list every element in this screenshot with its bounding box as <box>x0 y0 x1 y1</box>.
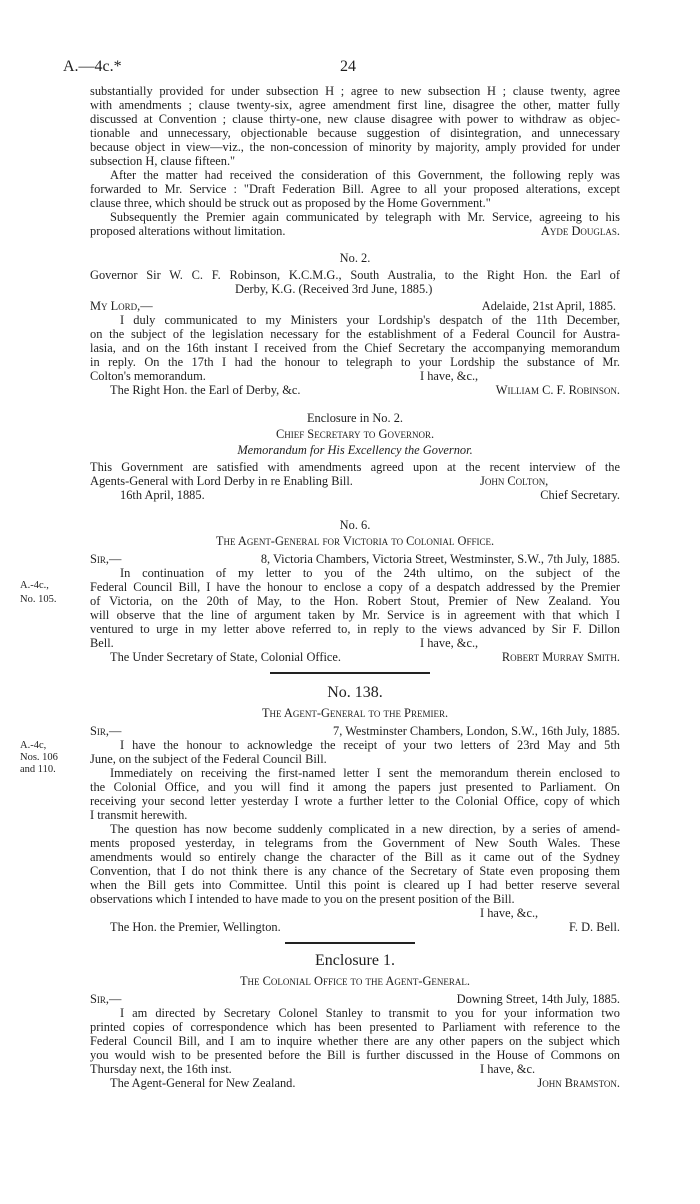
document-reference: A.—4c.* <box>63 58 122 75</box>
text-line: with amendments ; clause twenty-six, agree amendment first line, disagree the other, matter fully <box>90 98 620 112</box>
text-line: of Victoria, on the 20th of May, to the Hon. Robert Stout, Premier of New Zealand. You <box>90 594 620 608</box>
text-line: clause three, which should be struck out as proposed by the Home Government." <box>90 196 491 210</box>
date-line: 16th April, 1885. <box>120 488 205 502</box>
text-line: when the Bill gets into Committee. Until this point is cleared up I had better reserve several <box>90 878 620 892</box>
signature-bramston: John Bramston. <box>537 1076 620 1090</box>
text-line: forwarded to Mr. Service : "Draft Federation Bill. Agree to all your proposed alterations, except <box>90 182 620 196</box>
text-line: Convention, that I do not think there is any chance of the Secretary of State even proposing them <box>90 864 620 878</box>
text-line: I duly communicated to my Ministers your Lordship's despatch of the 11th December, <box>120 313 620 327</box>
salutation: Sir,— <box>90 552 122 566</box>
closing: I have, &c., <box>480 906 539 920</box>
text-line: This Government are satisfied with amendments agreed upon at the recent interview of the <box>90 460 620 474</box>
addressee: The Right Hon. the Earl of Derby, &c. <box>110 383 301 397</box>
text-line: Subsequently the Premier again communicated by telegraph with Mr. Service, agreeing to his <box>110 210 620 224</box>
text-line: you would wish to be presented before the Bill is further discussed in the House of Commons on <box>90 1048 620 1062</box>
salutation: Sir,— <box>90 724 122 738</box>
addressee: The Under Secretary of State, Colonial Office. <box>110 650 341 664</box>
signature-ayde-douglas: Ayde Douglas. <box>540 224 620 238</box>
text-line: After the matter had received the consideration of this Government, the following reply was <box>110 168 620 182</box>
section-subheading: Memorandum for His Excellency the Governor. <box>237 443 473 457</box>
closing: I have, &c. <box>480 1062 536 1076</box>
section-subheading: Chief Secretary to Governor. <box>275 427 435 441</box>
text-line: Governor Sir W. C. F. Robinson, K.C.M.G., South Australia, to the Right Hon. the Earl of <box>90 268 620 282</box>
text-line: lasia, and on the 16th instant I received from the Chief Secretary the accompanying memorandum <box>90 341 620 355</box>
text-line: amendments would so entirely change the character of the Bill as it came out of the Sydney <box>90 850 620 864</box>
text-line: I am directed by Secretary Colonel Stanley to transmit to you for your information two <box>120 1006 620 1020</box>
section-divider <box>270 672 430 674</box>
text-line: printed copies of correspondence which has been presented to Parliament with reference to the <box>90 1020 620 1034</box>
text-line: Federal Council Bill, I have the honour to enclose a copy of a despatch addressed by the Premier <box>90 580 620 594</box>
addressee: The Agent-General for New Zealand. <box>110 1076 296 1090</box>
text-line: observations which I intended to have made to you on the present position of the Bill. <box>90 892 515 906</box>
section-heading: Enclosure in No. 2. <box>306 411 403 425</box>
signature-robinson: William C. F. Robinson. <box>495 383 620 397</box>
text-line: receiving your second letter yesterday I wrote a further letter to the Colonial Office, copy of which <box>90 794 620 808</box>
text-line: Thursday next, the 16th inst. <box>90 1062 232 1076</box>
text-line: subsection H, clause fifteen." <box>90 154 236 168</box>
text-line: the Colonial Office, and you will find it among the papers just presented to Parliament. On <box>90 780 620 794</box>
text-line: tionable and unnecessary, objectionable because suggestion of disintegration, and unnecessary <box>90 126 620 140</box>
section-heading: No. 2. <box>339 251 371 265</box>
text-line: because object in view—viz., the non-concession of minority by majority, amply provided for under <box>90 140 620 154</box>
text-line: I transmit herewith. <box>90 808 188 822</box>
text-line: The question has now become suddenly complicated in a new direction, by a series of amend- <box>110 822 620 836</box>
text-line: I have the honour to acknowledge the receipt of your two letters of 23rd May and 5th <box>120 738 620 752</box>
section-divider <box>285 942 415 944</box>
margin-reference: Nos. 106 <box>20 752 58 763</box>
letter-place-date: Adelaide, 21st April, 1885. <box>481 299 616 313</box>
signature-colton: John Colton, <box>480 474 549 488</box>
salutation: Sir,— <box>90 992 122 1006</box>
salutation: My Lord,— <box>90 299 153 313</box>
page-number: 24 <box>340 58 356 75</box>
text-line: proposed alterations without limitation. <box>90 224 286 238</box>
margin-reference: A.-4c., <box>20 580 49 591</box>
text-line: Federal Council Bill, and I am to inquire whether there are any other papers on the subject which <box>90 1034 620 1048</box>
text-line: in reply. On the 17th I had the honour to telegraph to your Lordship the substance of Mr. <box>90 355 620 369</box>
margin-reference: No. 105. <box>20 594 57 605</box>
margin-reference: and 110. <box>20 764 56 775</box>
text-line: substantially provided for under subsection H ; agree to new subsection H ; clause twenty, agree <box>90 84 620 98</box>
signature-title: Chief Secretary. <box>540 488 620 502</box>
letter-place-date: 8, Victoria Chambers, Victoria Street, Westminster, S.W., 7th July, 1885. <box>260 552 620 566</box>
margin-reference: A.-4c, <box>20 740 47 751</box>
text-line: Bell. <box>90 636 114 650</box>
signature-murray-smith: Robert Murray Smith. <box>501 650 620 664</box>
text-line: will observe that the line of argument taken by Mr. Service is in agreement with that which I <box>90 608 620 622</box>
text-line: Colton's memorandum. <box>90 369 206 383</box>
text-line: Agents-General with Lord Derby in re Enabling Bill. <box>90 474 353 488</box>
addressee: The Hon. the Premier, Wellington. <box>110 920 281 934</box>
text-line: discussed at Convention ; clause thirty-one, new clause disagree with power to withdraw as objec- <box>90 112 620 126</box>
text-line: Derby, K.G. (Received 3rd June, 1885.) <box>235 282 433 296</box>
letter-place-date: 7, Westminster Chambers, London, S.W., 16th July, 1885. <box>333 724 620 738</box>
closing: I have, &c., <box>420 369 479 383</box>
section-heading: No. 138. <box>327 684 383 701</box>
signature-bell: F. D. Bell. <box>569 920 620 934</box>
text-line: ments proposed yesterday, in telegrams from the Government of New South Wales. These <box>90 836 620 850</box>
section-subheading: The Colonial Office to the Agent-General. <box>239 974 471 988</box>
section-subheading: The Agent-General for Victoria to Colonial Office. <box>215 534 495 548</box>
text-line: In continuation of my letter to you of the 24th ultimo, on the subject of the <box>120 566 620 580</box>
closing: I have, &c., <box>420 636 479 650</box>
section-heading: No. 6. <box>339 518 371 532</box>
text-line: June, on the subject of the Federal Council Bill. <box>90 752 327 766</box>
letter-place-date: Downing Street, 14th July, 1885. <box>456 992 620 1006</box>
text-line: ventured to urge in my letter above referred to, in reply to the views advanced by Sir F. Dillon <box>90 622 620 636</box>
section-subheading: The Agent-General to the Premier. <box>261 706 449 720</box>
section-heading: Enclosure 1. <box>315 952 395 969</box>
text-line: on the subject of the legislation necessary for the establishment of a Federal Council for Austra- <box>90 327 620 341</box>
text-line: Immediately on receiving the first-named letter I sent the memorandum therein enclosed to <box>110 766 620 780</box>
